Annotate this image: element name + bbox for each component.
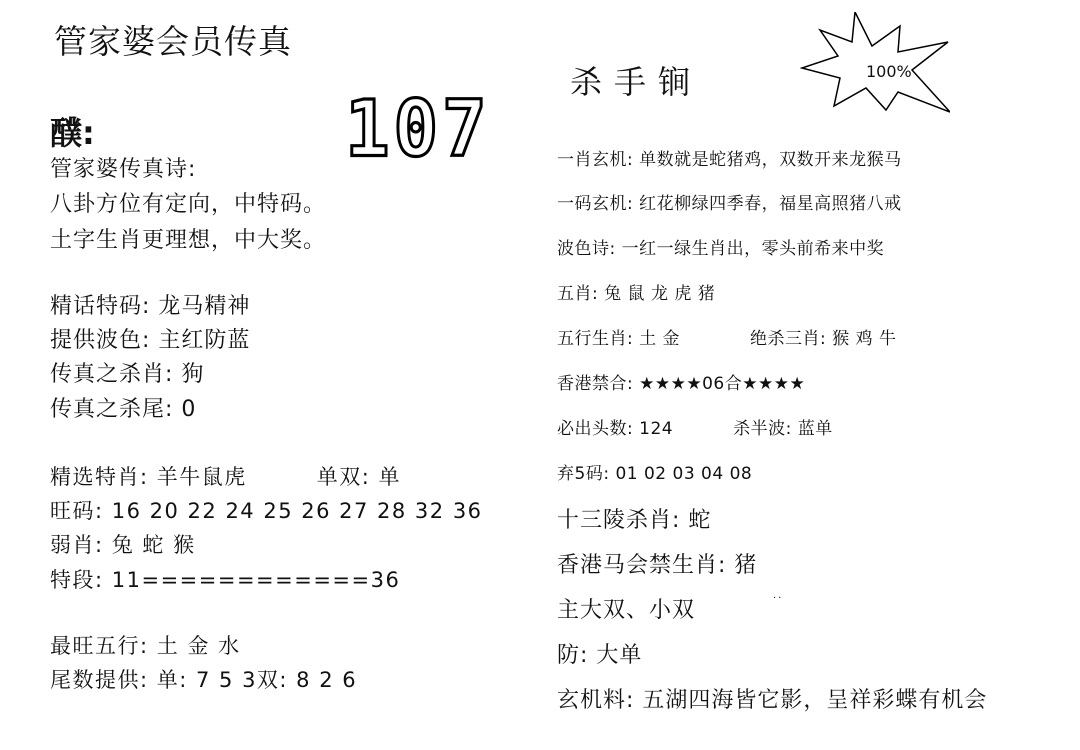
yima-xuanji: 一码玄机: 红花柳绿四季春，福星高照猪八戒 (557, 194, 902, 214)
qi-5ma: 弃5码: 01 02 03 04 08 (557, 464, 753, 484)
bichu-toushu (557, 414, 833, 439)
poem-line-2: 土字生肖更理想，中大奖。 (50, 228, 327, 253)
issue-number: 107 (345, 83, 491, 175)
yixiao-xuanji: 一肖玄机: 单数就是蛇猪鸡，双数开来龙猴马 (557, 150, 902, 170)
xuanji-liao: 玄机料: 五湖四海皆它影，呈祥彩蝶有机会 (557, 688, 988, 713)
wangma: 旺码: 16 20 22 24 25 26 27 28 32 36 (50, 499, 483, 523)
bose-provide: 提供波色: 主红防蓝 (50, 328, 251, 353)
shisanling-shaxiao: 十三陵杀肖: 蛇 (557, 508, 712, 533)
fang: 防: 大单 (557, 643, 643, 668)
poem-title: 管家婆传真诗: (50, 157, 197, 182)
fax-kill-zodiac: 传真之杀肖: 狗 (50, 362, 205, 387)
jingxuan-texiao (50, 461, 401, 491)
juesha-sanxiao: 绝杀三肖: 猴 鸡 牛 (750, 329, 897, 349)
hk-mahui-jinxiao: 香港马会禁生肖: 猪 (557, 553, 758, 578)
sha-banbo: 杀半波: 蓝单 (733, 419, 833, 439)
stray-dots: .. (773, 590, 784, 601)
hk-jinhe: 香港禁合: ★★★★06合★★★★ (557, 374, 806, 394)
page-title: 管家婆会员传真 (54, 22, 292, 61)
teduan: 特段: 11============36 (50, 568, 401, 592)
zodiac-label: 醭: (50, 114, 95, 152)
danshuang-value: 单双: 单 (316, 465, 402, 489)
jingxuan-value: 精选特肖: 羊牛鼠虎 (50, 465, 247, 489)
fax-kill-tail: 传真之杀尾: 0 (50, 397, 197, 422)
poem-line-1: 八卦方位有定向，中特码。 (50, 192, 327, 217)
toushu-value: 必出头数: 124 (557, 419, 674, 439)
bose-poem: 波色诗: 一红一绿生肖出，零头前希来中奖 (557, 239, 885, 259)
wuxing-shengxiao (557, 324, 897, 349)
jinghua-tema: 精话特码: 龙马精神 (50, 294, 251, 319)
wuxiao: 五肖: 兔 鼠 龙 虎 猪 (557, 284, 716, 304)
killer-title: 杀手锏 (570, 63, 703, 101)
wuxing-value: 五行生肖: 土 金 (557, 329, 681, 349)
ruoxiao: 弱肖: 兔 蛇 猴 (50, 533, 196, 557)
zuiwang-wuxing: 最旺五行: 土 金 水 (50, 634, 241, 658)
badge-text: 100% (866, 62, 912, 81)
weishu-provide: 尾数提供: 单: 7 5 3双: 8 2 6 (50, 668, 358, 692)
zhu-daxiao: 主大双、小双 (557, 598, 696, 623)
